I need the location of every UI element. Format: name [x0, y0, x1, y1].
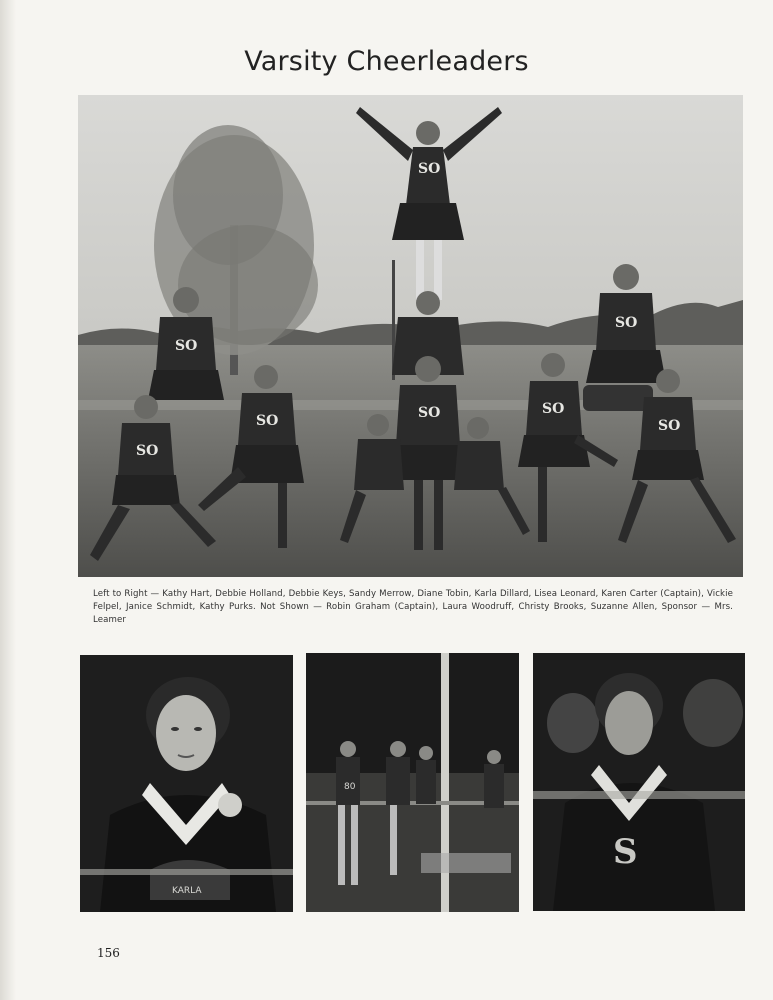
emblem-right-top: SO: [615, 315, 638, 331]
page-title: Varsity Cheerleaders: [244, 46, 529, 77]
pyramid-photo-image: [78, 95, 743, 577]
page-number: 156: [97, 946, 120, 960]
jersey-number-text: 80: [344, 782, 356, 792]
portrait-photo-left: [80, 655, 293, 912]
page-binding-shadow: [0, 0, 16, 1000]
emblem-flyer: SO: [418, 161, 441, 177]
emblem-far-right: SO: [658, 418, 681, 434]
sideline-photo-image: [306, 653, 519, 912]
sweater-letter-text: S: [613, 832, 638, 872]
portrait-photo-right: [533, 653, 745, 911]
emblem-left-front: SO: [136, 443, 159, 459]
emblem-second-left: SO: [256, 413, 279, 429]
emblem-mid-left: SO: [175, 338, 198, 354]
cheerleader-pyramid-photo: [78, 95, 743, 577]
photo-caption: Left to Right — Kathy Hart, Debbie Holland, Debbie Keys, Sandy Merrow, Diane Tobin, Karla Dillard, Lisea Leonard, Karen Carter (Captain), Vickie Felpel, Janice Schmidt, Kathy Purks. Not Shown — Robin Graham (Captain), Laura Woodruff, Christy Brooks, Suzanne Allen, Sponsor — Mrs. Leamer: [93, 589, 733, 625]
emblem-center: SO: [418, 405, 441, 421]
portrait-right-image: [533, 653, 745, 911]
emblem-right: SO: [542, 401, 565, 417]
sweater-name-text: KARLA: [172, 886, 202, 896]
portrait-left-image: [80, 655, 293, 912]
sideline-photo-center: [306, 653, 519, 912]
